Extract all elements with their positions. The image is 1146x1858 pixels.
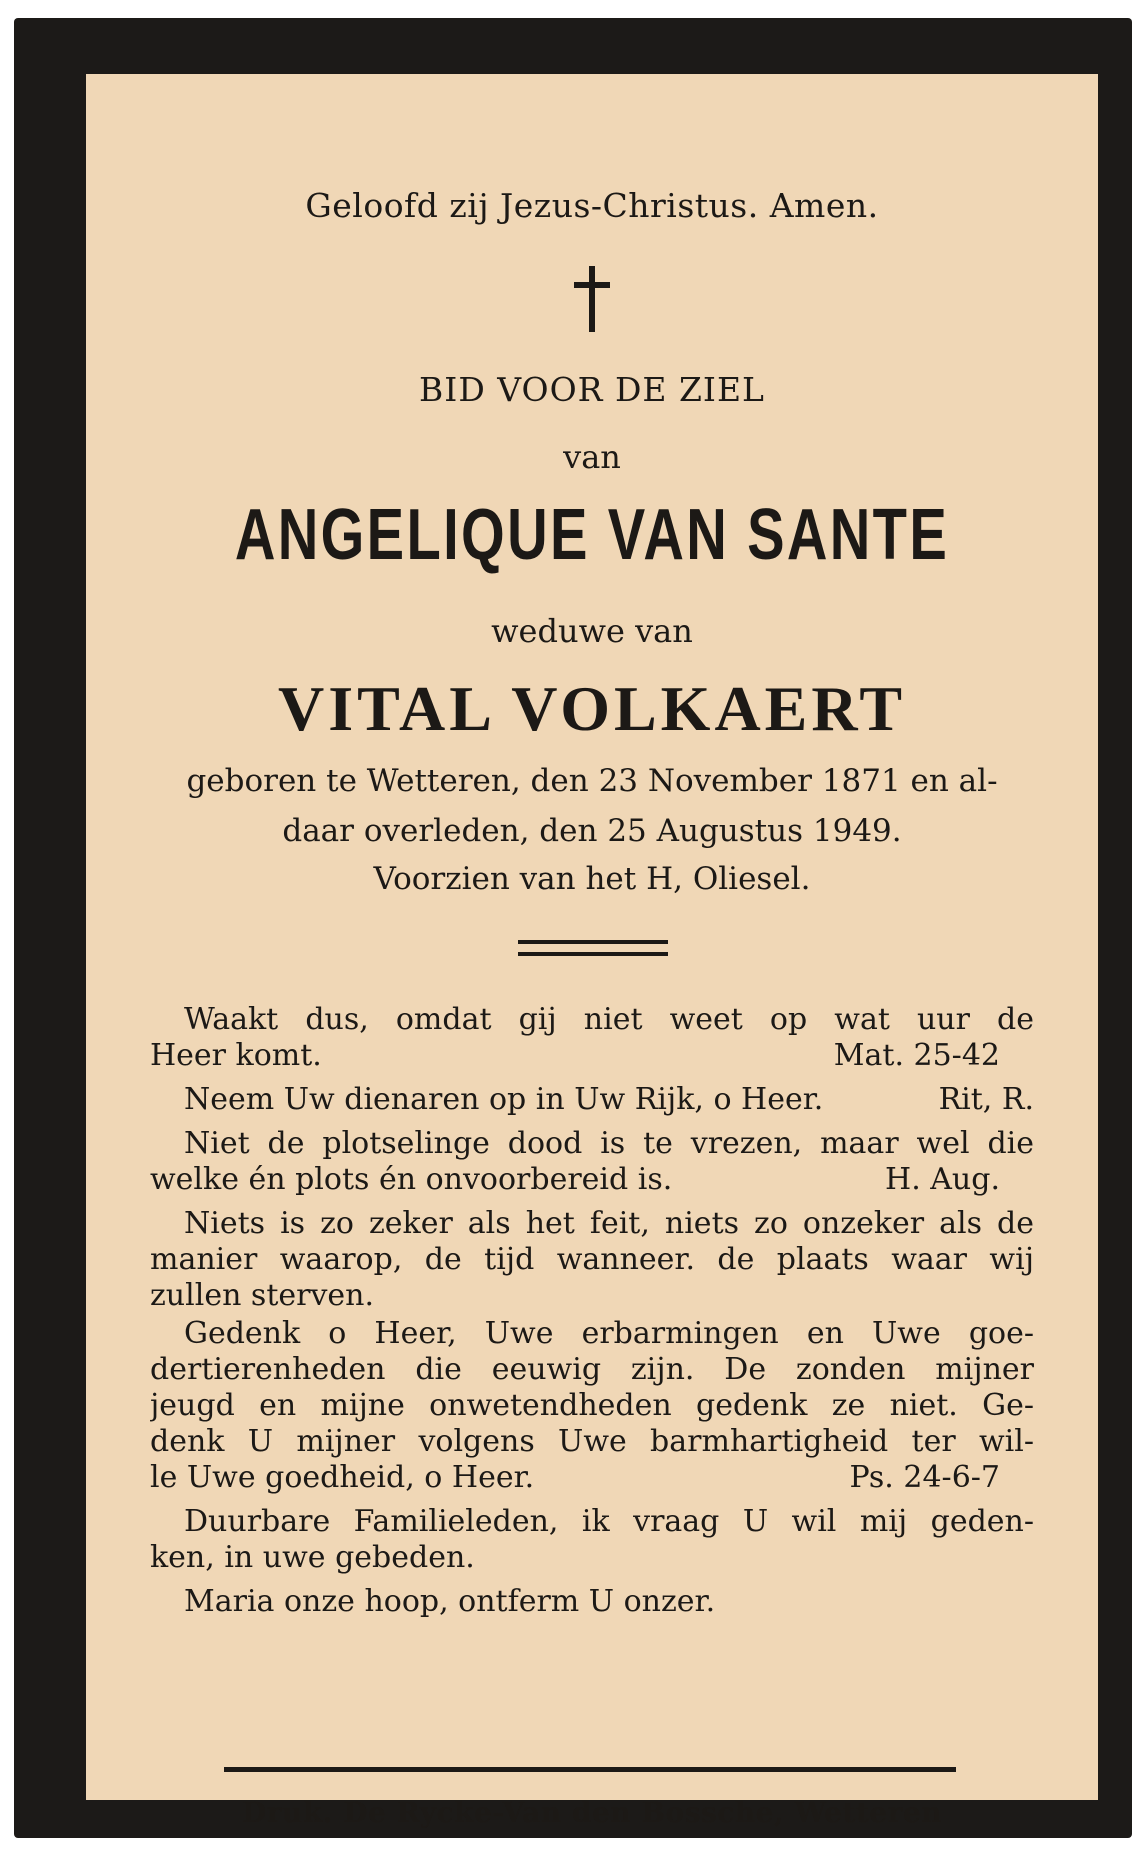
verse-line: jeugd en mijne onwetendheden gedenk ze niet. Ge- [150, 1388, 1034, 1423]
deceased-name: ANGELIQUE VAN SANTE [234, 495, 950, 575]
verse [150, 1316, 1034, 1496]
verse-text: welke én plots én onvoorbereid is. [150, 1162, 673, 1197]
double-rule-top [518, 940, 668, 944]
verse [150, 1082, 1034, 1118]
verse-line: manier waarop, de tijd wanneer. de plaats waar wij [150, 1242, 1034, 1277]
verse-last-line [150, 1082, 1034, 1118]
bio-line: Voorzien van het H, Oliesel. [373, 861, 811, 897]
verse-reference: H. Aug. [885, 1162, 1000, 1197]
verse [150, 1206, 1034, 1314]
bio-line: geboren te Wetteren, den 23 November 1871 en al- [186, 763, 998, 799]
verse-last-line [150, 1162, 1034, 1198]
verse-text: Neem Uw dienaren op in Uw Rijk, o Heer. [184, 1082, 824, 1117]
verse-line: zullen sterven. [150, 1278, 375, 1313]
verse-line: Waakt dus, omdat gij niet weet op wat uur de [184, 1002, 1034, 1037]
verse-text: Heer komt. [150, 1038, 322, 1073]
verse-text: le Uwe goedheid, o Heer. [150, 1460, 535, 1495]
verse-line: Niet de plotselinge dood is te vrezen, maar wel die [184, 1126, 1034, 1161]
verse-line: Maria onze hoop, ontferm U onzer. [184, 1584, 716, 1619]
bio-line: daar overleden, den 25 Augustus 1949. [282, 813, 902, 849]
spouse-name: VITAL VOLKAERT [277, 673, 907, 744]
invocation: Geloofd zij Jezus-Christus. Amen. [305, 186, 879, 225]
verse [150, 1504, 1034, 1576]
mourning-card [86, 74, 1098, 1829]
pray-heading: BID VOOR DE ZIEL [419, 370, 765, 409]
verse-line: Gedenk o Heer, Uwe erbarmingen en Uwe goe- [184, 1316, 1034, 1351]
verse-line: Niets is zo zeker als het feit, niets zo onzeker als de [184, 1206, 1034, 1241]
verse [150, 1126, 1034, 1198]
latin-cross-icon [570, 266, 614, 332]
verses [150, 1002, 1034, 1628]
printer-credit: Druk. De Rycke-Van den Bossche, Wetteren [241, 1796, 943, 1829]
verse-line: denk U mijner volgens Uwe barmhartigheid ter wil- [150, 1424, 1034, 1459]
verse-last-line [150, 1460, 1034, 1496]
verse-reference: Mat. 25-42 [833, 1038, 1000, 1073]
verse-reference: Rit, R. [938, 1082, 1034, 1117]
widow-of: weduwe van [491, 612, 693, 650]
verse-line: dertierenheden die eeuwig zijn. De zonden mijner [150, 1352, 1034, 1387]
verse-line: Duurbare Familieleden, ik vraag U wil mij geden- [184, 1504, 1034, 1539]
verse [150, 1584, 1034, 1620]
mourning-card-border [14, 18, 1132, 1838]
verse-line: ken, in uwe gebeden. [150, 1540, 475, 1575]
of-word: van [563, 438, 621, 476]
verse [150, 1002, 1034, 1074]
verse-last-line [150, 1038, 1034, 1074]
verse-reference: Ps. 24-6-7 [849, 1460, 1000, 1495]
double-rule-bottom [518, 952, 668, 956]
footer-rule [224, 1767, 956, 1772]
